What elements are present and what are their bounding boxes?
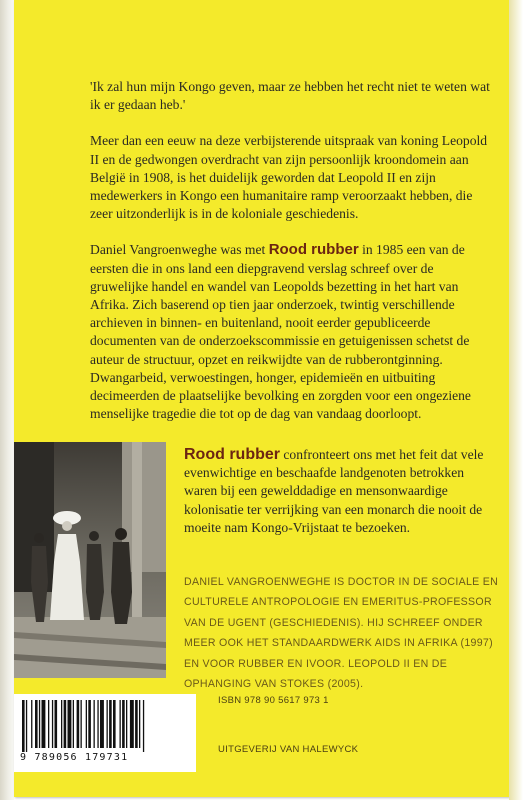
barcode-bar	[52, 700, 53, 748]
barcode-bar	[130, 700, 134, 748]
blurb-paragraph-4	[184, 446, 500, 537]
barcode-bar	[88, 700, 91, 748]
spine-shadow	[0, 0, 14, 800]
barcode-bar	[107, 700, 108, 748]
barcode-bar	[73, 700, 74, 748]
barcode-bar	[26, 700, 27, 752]
barcode-bar	[97, 700, 98, 748]
barcode-bar	[35, 700, 38, 748]
publisher: UITGEVERIJ VAN HALEWYCK	[218, 744, 359, 755]
barcode-bar	[61, 700, 62, 748]
barcode-digits: 9 789056 179731	[20, 752, 129, 763]
barcode-bar	[22, 700, 25, 752]
barcode-bar	[109, 700, 112, 748]
author-bio: DANIEL VANGROENWEGHE IS DOCTOR IN DE SOCIALE EN CULTURELE ANTROPOLOGIE EN EMERITUS-PROFESSOR VAN DE UGENT (GESCHIEDENIS). HIJ SCHREEF ONDER MEER OOK HET STANDAARDWERK AIDS IN AFRIKA (1997) EN VOOR RUBBER EN IVOOR. LEOPOLD II EN DE OPHANGING VAN STOKES (2005).	[184, 576, 499, 691]
barcode-bar	[113, 700, 116, 748]
barcode-bar	[139, 700, 140, 748]
barcode-bar	[143, 700, 144, 752]
isbn: ISBN 978 90 5617 973 1	[218, 695, 329, 706]
barcode-bar	[48, 700, 49, 748]
barcode-bar	[68, 700, 72, 748]
barcode-bar	[39, 700, 40, 748]
blurb-paragraph-3	[90, 241, 490, 423]
barcode-bar	[94, 700, 95, 748]
barcode-bar	[64, 700, 67, 748]
barcode-bar	[135, 700, 138, 748]
photo-illustration	[14, 442, 166, 678]
barcode-bar	[81, 700, 82, 748]
barcode-bar	[126, 700, 127, 748]
barcode-bar	[86, 700, 87, 748]
barcode-bars	[22, 700, 188, 752]
historical-photo	[14, 442, 166, 678]
inline-book-title: Rood rubber	[268, 241, 359, 259]
barcode	[14, 694, 196, 772]
barcode-bar	[31, 700, 32, 748]
inline-book-title-2: Rood rubber	[184, 446, 280, 463]
barcode-bar	[120, 700, 121, 748]
blurb-paragraph-3-rest: in 1985 een van de eersten die in ons land een diepgravend verslag schreef over de gruwelijke handel en wandel van Leopolds bezetting in het hart van Afrika. Zich baserend op tien jaar onderzoek, twintig verschillende archieven in binnen- en buitenland, nooit eerder gepubliceerde documenten van de onderzoekscommissie en getuigenissen schetst de auteur de structuur, opzet en reikwijdte van de rubberontginning. Dwangarbeid, verwoestingen, honger, epidemieën en uitbuiting decimeerden de plaatselijke bevolking en zorgden voor een ongeziene menselijke tragedie die tot op de dag van vandaag doorloopt.	[90, 242, 471, 422]
page-edge	[509, 0, 523, 800]
opening-quote: 'Ik zal hun mijn Kongo geven, maar ze hebben het recht niet te weten wat ik er gedaan heb.'	[90, 79, 490, 113]
blurb-paragraph-4-rest: confronteert ons met het feit dat vele evenwichtige en beschaafde landgenoten betrokken waren bij een gewelddadige en mensonwaardige kolonisatie ter verrijking van een monarch die nooit de moeite nam Kongo-Vrijstaat te bezoeken.	[184, 447, 484, 535]
blurb-paragraph-3-lead: Daniel Vangroenweghe was met	[90, 242, 269, 258]
barcode-bar	[55, 700, 58, 748]
blurb-text	[90, 78, 490, 441]
barcode-bar	[100, 700, 104, 748]
barcode-bar	[77, 700, 80, 748]
blurb-paragraph-2: Meer dan een eeuw na deze verbijsterende uitspraak van koning Leopold II en de gedwongen overdracht van zijn persoonlijk kroondomein aan België in 1908, is het duidelijk geworden dat Leopold II en zijn medewerkers in Kongo een humanitaire ramp veroorzaakt hebben, die zeer uitzonderlijk is in de koloniale geschiedenis.	[90, 133, 488, 222]
barcode-bar	[42, 700, 46, 748]
barcode-bar	[122, 700, 125, 748]
